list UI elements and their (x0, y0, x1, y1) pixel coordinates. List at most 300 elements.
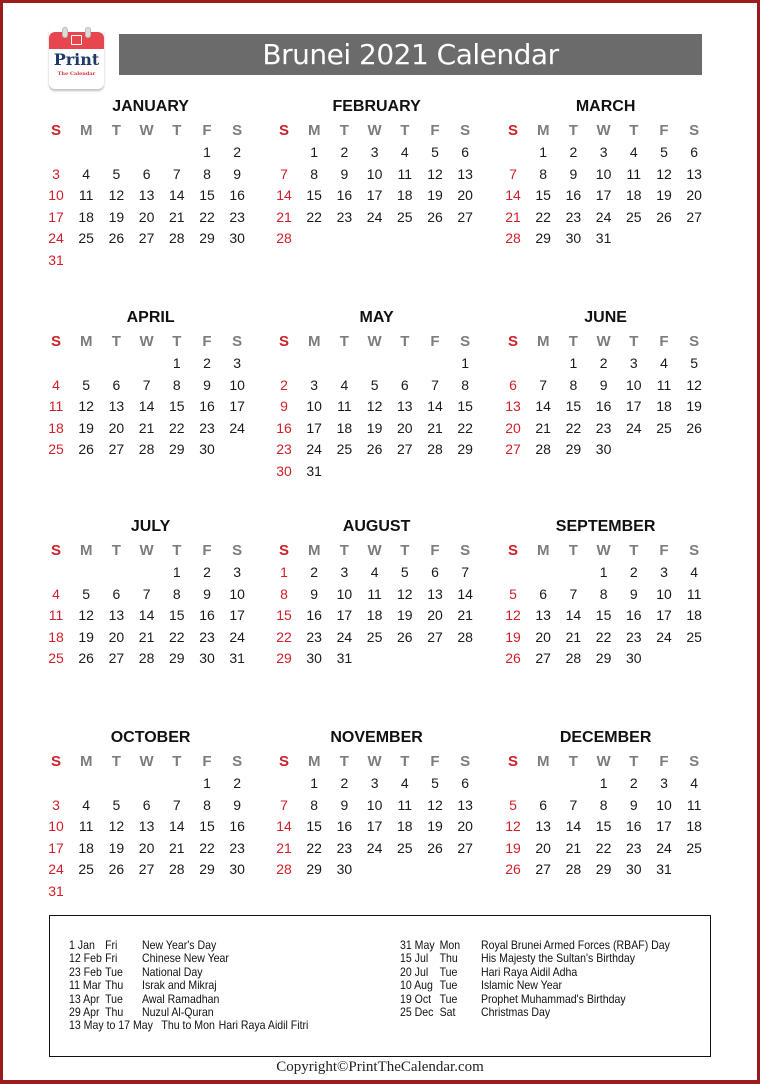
day-cell[interactable]: 5 (112, 796, 121, 813)
day-cell[interactable]: 9 (340, 796, 349, 813)
day-cell[interactable]: 10 (229, 585, 245, 602)
day-cell[interactable]: 17 (306, 419, 322, 436)
day-cell[interactable]: 27 (457, 839, 473, 856)
day-cell[interactable]: 12 (78, 398, 94, 415)
day-cell[interactable]: 29 (457, 441, 473, 458)
day-cell[interactable]: 29 (595, 861, 612, 878)
day-cell[interactable]: 29 (199, 230, 215, 247)
day-cell[interactable]: 14 (276, 818, 292, 835)
day-cell[interactable]: 17 (656, 607, 672, 624)
day-cell[interactable]: 27 (686, 208, 702, 225)
day-cell[interactable]: 30 (276, 463, 292, 479)
day-cell[interactable]: 8 (599, 585, 608, 602)
day-cell[interactable]: 20 (535, 839, 551, 856)
day-cell[interactable]: 18 (78, 839, 94, 856)
day-cell[interactable]: 25 (336, 441, 353, 458)
day-cell[interactable]: 27 (505, 441, 521, 458)
day-cell[interactable]: 20 (108, 419, 125, 436)
day-cell[interactable]: 28 (535, 441, 551, 458)
day-cell[interactable]: 27 (108, 441, 125, 458)
day-cell[interactable]: 19 (505, 628, 521, 645)
day-cell[interactable]: 28 (169, 230, 185, 247)
day-cell[interactable]: 12 (427, 796, 443, 813)
day-cell[interactable]: 7 (172, 165, 181, 182)
day-cell[interactable]: 4 (690, 564, 699, 580)
day-cell[interactable]: 26 (108, 230, 125, 247)
day-cell[interactable]: 24 (48, 230, 64, 247)
day-cell[interactable]: 3 (660, 775, 668, 791)
day-cell[interactable]: 23 (626, 839, 642, 856)
day-cell[interactable]: 19 (108, 839, 125, 856)
day-cell[interactable]: 18 (686, 818, 702, 835)
day-cell[interactable]: 7 (569, 585, 578, 602)
day-cell[interactable]: 29 (199, 861, 215, 878)
day-cell[interactable]: 26 (78, 441, 94, 458)
day-cell[interactable]: 15 (276, 607, 292, 624)
day-cell[interactable]: 28 (565, 861, 582, 878)
day-cell[interactable]: 28 (565, 650, 582, 667)
day-cell[interactable]: 2 (233, 144, 242, 160)
day-cell[interactable]: 15 (595, 818, 612, 835)
day-cell[interactable]: 9 (233, 796, 242, 813)
day-cell[interactable]: 4 (370, 564, 379, 580)
day-cell[interactable]: 26 (108, 861, 125, 878)
day-cell[interactable]: 26 (505, 861, 521, 878)
day-cell[interactable]: 10 (626, 376, 642, 393)
day-cell[interactable]: 11 (686, 585, 702, 602)
day-cell[interactable]: 18 (397, 187, 413, 204)
day-cell[interactable]: 24 (336, 628, 353, 645)
day-cell[interactable]: 29 (535, 230, 551, 247)
day-cell[interactable]: 29 (276, 650, 292, 667)
day-cell[interactable]: 13 (686, 165, 702, 182)
day-cell[interactable]: 2 (280, 376, 288, 393)
day-cell[interactable]: 21 (276, 839, 292, 856)
day-cell[interactable]: 15 (169, 398, 185, 415)
day-cell[interactable]: 27 (535, 861, 551, 878)
day-cell[interactable]: 17 (595, 187, 612, 204)
day-cell[interactable]: 24 (656, 628, 672, 645)
day-cell[interactable]: 28 (276, 230, 292, 247)
day-cell[interactable]: 3 (233, 355, 242, 371)
day-cell[interactable]: 18 (366, 607, 383, 624)
day-cell[interactable]: 7 (172, 796, 181, 813)
day-cell[interactable]: 10 (229, 376, 245, 393)
day-cell[interactable]: 29 (595, 650, 612, 667)
day-cell[interactable]: 21 (565, 839, 582, 856)
day-cell[interactable]: 2 (340, 144, 349, 160)
day-cell[interactable]: 12 (108, 187, 125, 204)
day-cell[interactable]: 10 (656, 796, 672, 813)
day-cell[interactable]: 12 (505, 818, 521, 835)
day-cell[interactable]: 1 (172, 355, 181, 371)
day-cell[interactable]: 30 (565, 230, 582, 247)
day-cell[interactable]: 20 (457, 818, 473, 835)
day-cell[interactable]: 19 (78, 628, 94, 645)
day-cell[interactable]: 3 (660, 564, 668, 580)
day-cell[interactable]: 6 (461, 144, 470, 160)
day-cell[interactable]: 16 (229, 818, 245, 835)
day-cell[interactable]: 10 (336, 585, 353, 602)
day-cell[interactable]: 11 (626, 165, 642, 182)
day-cell[interactable]: 12 (427, 165, 443, 182)
day-cell[interactable]: 14 (535, 398, 551, 415)
day-cell[interactable]: 21 (427, 419, 443, 436)
day-cell[interactable]: 30 (199, 441, 215, 458)
day-cell[interactable]: 22 (457, 419, 473, 436)
day-cell[interactable]: 28 (138, 650, 155, 667)
day-cell[interactable]: 8 (280, 585, 288, 602)
day-cell[interactable]: 25 (48, 441, 64, 458)
day-cell[interactable]: 20 (535, 628, 551, 645)
day-cell[interactable]: 20 (108, 628, 125, 645)
day-cell[interactable]: 4 (82, 165, 91, 182)
day-cell[interactable]: 22 (565, 419, 582, 436)
day-cell[interactable]: 27 (138, 861, 155, 878)
day-cell[interactable]: 19 (505, 839, 521, 856)
day-cell[interactable]: 4 (690, 775, 699, 791)
day-cell[interactable]: 12 (656, 165, 672, 182)
day-cell[interactable]: 4 (400, 144, 409, 160)
day-cell[interactable]: 15 (457, 398, 473, 415)
day-cell[interactable]: 13 (457, 796, 473, 813)
day-cell[interactable]: 23 (626, 628, 642, 645)
day-cell[interactable]: 10 (48, 187, 64, 204)
print-the-calendar-logo[interactable] (49, 27, 104, 89)
day-cell[interactable]: 6 (539, 585, 548, 602)
day-cell[interactable]: 19 (427, 187, 443, 204)
day-cell[interactable]: 5 (690, 355, 699, 371)
day-cell[interactable]: 11 (656, 376, 672, 393)
day-cell[interactable]: 14 (457, 585, 473, 602)
day-cell[interactable]: 6 (400, 376, 409, 393)
day-cell[interactable]: 25 (78, 230, 94, 247)
day-cell[interactable]: 8 (461, 376, 470, 393)
day-cell[interactable]: 1 (539, 144, 548, 160)
day-cell[interactable]: 17 (229, 398, 245, 415)
day-cell[interactable]: 14 (138, 398, 155, 415)
day-cell[interactable]: 11 (397, 796, 413, 813)
day-cell[interactable]: 4 (82, 796, 91, 813)
day-cell[interactable]: 27 (535, 650, 551, 667)
day-cell[interactable]: 9 (569, 165, 578, 182)
day-cell[interactable]: 24 (229, 419, 245, 436)
day-cell[interactable]: 20 (686, 187, 702, 204)
day-cell[interactable]: 16 (336, 187, 353, 204)
day-cell[interactable]: 7 (142, 376, 151, 393)
day-cell[interactable]: 1 (203, 144, 211, 160)
day-cell[interactable]: 13 (108, 607, 125, 624)
day-cell[interactable]: 4 (52, 585, 60, 602)
day-cell[interactable]: 1 (599, 775, 608, 791)
day-cell[interactable]: 27 (138, 230, 155, 247)
day-cell[interactable]: 16 (626, 607, 642, 624)
day-cell[interactable]: 8 (539, 165, 548, 182)
day-cell[interactable]: 15 (306, 818, 322, 835)
day-cell[interactable]: 12 (505, 607, 521, 624)
day-cell[interactable]: 30 (229, 230, 245, 247)
day-cell[interactable]: 15 (595, 607, 612, 624)
day-cell[interactable]: 19 (686, 398, 702, 415)
day-cell[interactable]: 23 (336, 839, 353, 856)
day-cell[interactable]: 23 (276, 441, 292, 458)
day-cell[interactable]: 8 (310, 165, 319, 182)
day-cell[interactable]: 6 (690, 144, 699, 160)
day-cell[interactable]: 22 (595, 628, 612, 645)
day-cell[interactable]: 7 (569, 796, 578, 813)
day-cell[interactable]: 9 (599, 376, 608, 393)
day-cell[interactable]: 16 (626, 818, 642, 835)
day-cell[interactable]: 18 (78, 208, 94, 225)
day-cell[interactable]: 22 (199, 839, 215, 856)
day-cell[interactable]: 5 (370, 376, 379, 393)
day-cell[interactable]: 13 (535, 607, 551, 624)
day-cell[interactable]: 22 (199, 208, 215, 225)
day-cell[interactable]: 3 (340, 564, 349, 580)
day-cell[interactable]: 5 (431, 144, 439, 160)
day-cell[interactable]: 9 (629, 585, 638, 602)
day-cell[interactable]: 10 (306, 398, 322, 415)
day-cell[interactable]: 14 (169, 818, 185, 835)
day-cell[interactable]: 27 (427, 628, 443, 645)
day-cell[interactable]: 7 (509, 165, 517, 182)
day-cell[interactable]: 3 (370, 775, 379, 791)
day-cell[interactable]: 22 (306, 208, 322, 225)
day-cell[interactable]: 16 (229, 187, 245, 204)
day-cell[interactable]: 11 (48, 398, 64, 415)
day-cell[interactable]: 23 (565, 208, 582, 225)
day-cell[interactable]: 15 (169, 607, 185, 624)
day-cell[interactable]: 26 (505, 650, 521, 667)
day-cell[interactable]: 9 (280, 398, 288, 415)
day-cell[interactable]: 25 (397, 208, 413, 225)
day-cell[interactable]: 29 (169, 650, 185, 667)
day-cell[interactable]: 6 (461, 775, 470, 791)
day-cell[interactable]: 17 (48, 208, 64, 225)
day-cell[interactable]: 1 (461, 355, 470, 371)
day-cell[interactable]: 9 (629, 796, 638, 813)
day-cell[interactable]: 6 (431, 564, 439, 580)
day-cell[interactable]: 16 (595, 398, 612, 415)
day-cell[interactable]: 5 (509, 585, 517, 602)
day-cell[interactable]: 31 (48, 883, 64, 899)
day-cell[interactable]: 7 (142, 585, 151, 602)
day-cell[interactable]: 18 (48, 419, 64, 436)
day-cell[interactable]: 6 (539, 796, 548, 813)
day-cell[interactable]: 4 (400, 775, 409, 791)
day-cell[interactable]: 22 (169, 419, 185, 436)
day-cell[interactable]: 31 (336, 650, 353, 667)
day-cell[interactable]: 9 (233, 165, 242, 182)
day-cell[interactable]: 16 (306, 607, 322, 624)
day-cell[interactable]: 8 (310, 796, 319, 813)
day-cell[interactable]: 1 (203, 775, 211, 791)
day-cell[interactable]: 5 (400, 564, 409, 580)
day-cell[interactable]: 31 (306, 463, 322, 479)
day-cell[interactable]: 25 (78, 861, 94, 878)
day-cell[interactable]: 8 (172, 585, 181, 602)
day-cell[interactable]: 23 (306, 628, 322, 645)
day-cell[interactable]: 29 (565, 441, 582, 458)
day-cell[interactable]: 25 (626, 208, 642, 225)
day-cell[interactable]: 18 (626, 187, 642, 204)
day-cell[interactable]: 1 (280, 564, 288, 580)
day-cell[interactable]: 26 (366, 441, 383, 458)
day-cell[interactable]: 13 (535, 818, 551, 835)
day-cell[interactable]: 20 (505, 419, 521, 436)
day-cell[interactable]: 14 (565, 818, 582, 835)
day-cell[interactable]: 26 (427, 839, 443, 856)
day-cell[interactable]: 26 (78, 650, 94, 667)
day-cell[interactable]: 10 (48, 818, 64, 835)
day-cell[interactable]: 30 (199, 650, 215, 667)
day-cell[interactable]: 4 (629, 144, 638, 160)
day-cell[interactable]: 13 (505, 398, 521, 415)
day-cell[interactable]: 11 (78, 818, 94, 835)
day-cell[interactable]: 19 (366, 419, 383, 436)
day-cell[interactable]: 2 (233, 775, 242, 791)
day-cell[interactable]: 19 (656, 187, 672, 204)
day-cell[interactable]: 23 (336, 208, 353, 225)
day-cell[interactable]: 25 (397, 839, 413, 856)
day-cell[interactable]: 12 (686, 376, 702, 393)
day-cell[interactable]: 27 (108, 650, 125, 667)
day-cell[interactable]: 19 (78, 419, 94, 436)
day-cell[interactable]: 16 (199, 607, 215, 624)
day-cell[interactable]: 12 (397, 585, 413, 602)
day-cell[interactable]: 28 (505, 230, 521, 247)
day-cell[interactable]: 6 (142, 165, 151, 182)
day-cell[interactable]: 20 (138, 839, 155, 856)
day-cell[interactable]: 24 (595, 208, 612, 225)
day-cell[interactable]: 1 (172, 564, 181, 580)
day-cell[interactable]: 28 (138, 441, 155, 458)
day-cell[interactable]: 28 (276, 861, 292, 878)
day-cell[interactable]: 3 (52, 796, 60, 813)
day-cell[interactable]: 8 (172, 376, 181, 393)
day-cell[interactable]: 3 (52, 165, 60, 182)
day-cell[interactable]: 10 (656, 585, 672, 602)
day-cell[interactable]: 21 (138, 419, 155, 436)
day-cell[interactable]: 15 (535, 187, 551, 204)
day-cell[interactable]: 11 (397, 165, 413, 182)
day-cell[interactable]: 21 (565, 628, 582, 645)
day-cell[interactable]: 23 (199, 628, 215, 645)
day-cell[interactable]: 2 (310, 564, 319, 580)
day-cell[interactable]: 24 (656, 839, 672, 856)
day-cell[interactable]: 30 (626, 861, 642, 878)
day-cell[interactable]: 11 (367, 585, 382, 602)
day-cell[interactable]: 7 (461, 564, 470, 580)
day-cell[interactable]: 6 (142, 796, 151, 813)
day-cell[interactable]: 21 (169, 839, 185, 856)
day-cell[interactable]: 3 (599, 144, 608, 160)
day-cell[interactable]: 12 (78, 607, 94, 624)
day-cell[interactable]: 30 (336, 861, 353, 878)
day-cell[interactable]: 20 (138, 208, 155, 225)
day-cell[interactable]: 14 (138, 607, 155, 624)
day-cell[interactable]: 7 (280, 796, 288, 813)
day-cell[interactable]: 30 (306, 650, 322, 667)
day-cell[interactable]: 9 (340, 165, 349, 182)
day-cell[interactable]: 4 (340, 376, 349, 393)
day-cell[interactable]: 24 (306, 441, 322, 458)
day-cell[interactable]: 21 (457, 607, 473, 624)
day-cell[interactable]: 7 (431, 376, 439, 393)
day-cell[interactable]: 7 (280, 165, 288, 182)
day-cell[interactable]: 5 (82, 585, 91, 602)
day-cell[interactable]: 18 (686, 607, 702, 624)
day-cell[interactable]: 17 (366, 818, 383, 835)
day-cell[interactable]: 14 (427, 398, 443, 415)
day-cell[interactable]: 2 (599, 355, 608, 371)
day-cell[interactable]: 29 (169, 441, 185, 458)
day-cell[interactable]: 29 (306, 861, 322, 878)
day-cell[interactable]: 17 (48, 839, 64, 856)
day-cell[interactable]: 24 (366, 208, 383, 225)
day-cell[interactable]: 1 (310, 144, 319, 160)
day-cell[interactable]: 26 (686, 419, 702, 436)
day-cell[interactable]: 25 (686, 628, 702, 645)
day-cell[interactable]: 17 (626, 398, 642, 415)
day-cell[interactable]: 22 (276, 628, 292, 645)
day-cell[interactable]: 1 (569, 355, 578, 371)
day-cell[interactable]: 22 (169, 628, 185, 645)
day-cell[interactable]: 28 (457, 628, 473, 645)
day-cell[interactable]: 13 (397, 398, 413, 415)
day-cell[interactable]: 5 (431, 775, 439, 791)
day-cell[interactable]: 5 (82, 376, 91, 393)
day-cell[interactable]: 12 (366, 398, 383, 415)
day-cell[interactable]: 11 (686, 796, 702, 813)
day-cell[interactable]: 19 (108, 208, 125, 225)
day-cell[interactable]: 18 (397, 818, 413, 835)
day-cell[interactable]: 14 (276, 187, 292, 204)
day-cell[interactable]: 1 (599, 564, 608, 580)
day-cell[interactable]: 21 (505, 208, 521, 225)
day-cell[interactable]: 26 (427, 208, 443, 225)
day-cell[interactable]: 8 (203, 796, 211, 813)
day-cell[interactable]: 31 (595, 230, 612, 247)
day-cell[interactable]: 13 (108, 398, 125, 415)
day-cell[interactable]: 31 (229, 650, 245, 667)
day-cell[interactable]: 18 (48, 628, 64, 645)
day-cell[interactable]: 21 (169, 208, 185, 225)
day-cell[interactable]: 3 (310, 376, 319, 393)
day-cell[interactable]: 1 (310, 775, 319, 791)
day-cell[interactable]: 6 (112, 585, 121, 602)
day-cell[interactable]: 18 (336, 419, 353, 436)
day-cell[interactable]: 17 (656, 818, 672, 835)
day-cell[interactable]: 22 (595, 839, 612, 856)
day-cell[interactable]: 16 (565, 187, 582, 204)
day-cell[interactable]: 27 (397, 441, 413, 458)
day-cell[interactable]: 4 (52, 376, 60, 393)
day-cell[interactable]: 8 (203, 165, 211, 182)
day-cell[interactable]: 8 (599, 796, 608, 813)
day-cell[interactable]: 5 (112, 165, 121, 182)
day-cell[interactable]: 17 (229, 607, 245, 624)
day-cell[interactable]: 6 (112, 376, 121, 393)
day-cell[interactable]: 24 (48, 861, 64, 878)
day-cell[interactable]: 23 (595, 419, 612, 436)
day-cell[interactable]: 9 (203, 376, 211, 393)
day-cell[interactable]: 7 (539, 376, 548, 393)
day-cell[interactable]: 31 (656, 861, 672, 878)
day-cell[interactable]: 24 (229, 628, 245, 645)
day-cell[interactable]: 25 (686, 839, 702, 856)
day-cell[interactable]: 4 (660, 355, 668, 371)
